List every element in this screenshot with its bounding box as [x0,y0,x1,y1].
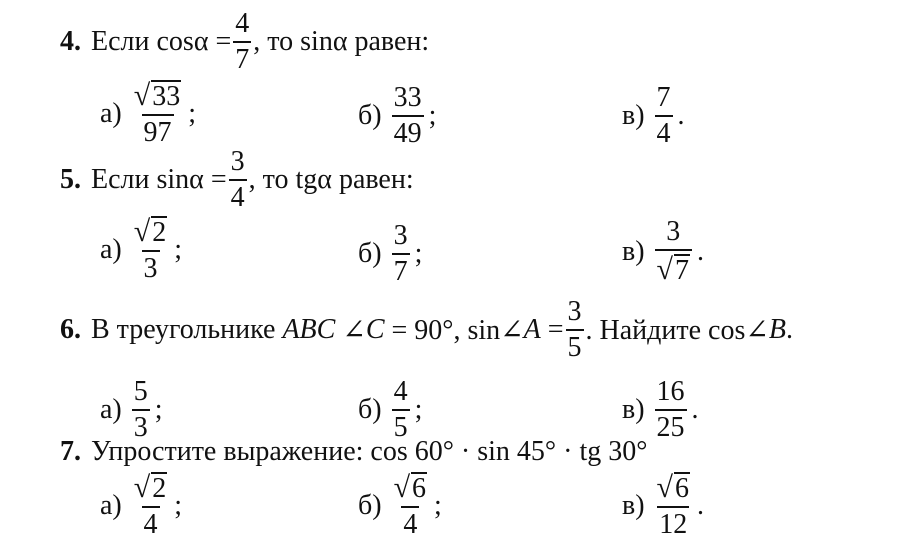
numerator: 33 [393,82,422,113]
question-number: 6. [60,314,81,345]
answer-option-b[interactable] [358,84,436,148]
triangle-name: ABC [282,314,336,345]
numerator: 16 [656,376,685,407]
option-label: в) [622,235,645,267]
answer-option-c[interactable] [622,84,685,148]
numerator: 3 [230,146,245,177]
option-label: в) [622,489,645,521]
option-fraction [655,84,673,148]
stem-text: = [547,314,564,345]
answer-option-b[interactable] [358,222,422,286]
option-fraction [655,472,692,539]
numerator: 4 [393,376,408,407]
option-fraction [132,216,169,283]
denominator: 3 [132,409,150,442]
option-label: б) [358,394,382,425]
option-label: б) [358,489,382,521]
punctuation: ; [154,394,163,425]
numerator: 7 [656,82,671,113]
numerator: 5 [133,376,148,407]
option-fraction [392,472,429,539]
sqrt-icon: √ [656,471,674,504]
answer-option-a[interactable] [100,472,182,539]
answer-option-b[interactable] [358,378,422,442]
option-label: б) [358,238,382,269]
numerator [655,472,692,506]
punctuation: ; [434,489,442,521]
question-number: 5. [60,164,81,195]
stem-text: Упростите выражение: cos 60° · sin 45° · tg 30° [91,436,648,467]
sqrt-icon: √ [656,253,674,286]
sqrt-icon: √ [133,215,151,248]
question-6-stem [60,298,793,362]
stem-fraction [229,148,247,212]
denominator: 97 [142,114,174,147]
option-fraction [392,84,424,148]
question-4-stem [60,10,429,74]
punctuation: ; [174,233,183,265]
stem-text: В треугольнике [91,314,276,345]
option-label: а) [100,394,122,425]
denominator: 4 [142,506,160,539]
numerator: 4 [235,8,250,39]
punctuation: . [697,489,705,521]
denominator: 4 [655,115,673,148]
stem-text: Если sinα = [91,164,227,195]
answer-option-a[interactable] [100,378,163,442]
question-5-stem [60,148,414,212]
option-fraction [392,378,410,442]
option-fraction [655,378,687,442]
denominator: 4 [401,506,419,539]
denominator: 3 [142,250,160,283]
radicand: 6 [675,473,690,504]
numerator [132,80,183,114]
numerator [392,472,429,506]
option-label: б) [358,100,382,131]
angle-sign: ∠ [342,315,366,346]
question-number: 7. [60,436,81,467]
punctuation: . [697,235,705,267]
stem-text: Если cosα = [91,26,232,57]
stem-text: , то tgα равен: [248,164,414,195]
answer-option-c[interactable] [622,472,704,539]
punctuation: ; [428,100,437,131]
sqrt-icon: √ [133,471,151,504]
option-label: а) [100,233,122,265]
option-label: в) [622,394,645,425]
stem-fraction [233,10,251,74]
denominator [655,249,692,285]
question-7-stem [60,436,647,468]
denominator: 49 [392,115,424,148]
numerator [132,472,169,506]
punctuation: ; [414,394,423,425]
stem-fraction [566,298,584,362]
denominator: 5 [566,329,584,362]
numerator [132,216,169,250]
radicand: 7 [675,255,690,286]
radicand: 6 [412,473,427,504]
radicand: 33 [152,81,181,112]
option-fraction [655,218,692,285]
stem-text: , то sinα равен: [253,26,430,57]
question-number: 4. [60,26,81,57]
numerator: 3 [393,220,408,251]
answer-option-a[interactable] [100,216,182,283]
answer-option-a[interactable] [100,80,196,147]
punctuation: . [691,394,699,425]
option-fraction [132,378,150,442]
answer-option-b[interactable] [358,472,442,539]
option-label: а) [100,489,122,521]
vertex-b: B [768,314,786,345]
denominator: 4 [229,179,247,212]
sqrt-icon: √ [133,79,151,112]
option-label: а) [100,97,122,129]
numerator: 3 [666,216,681,247]
denominator: 7 [233,41,251,74]
option-fraction [132,472,169,539]
sqrt-icon: √ [393,471,411,504]
vertex-a: A [523,314,541,345]
answer-option-c[interactable] [622,378,699,442]
denominator: 25 [655,409,687,442]
vertex-c: C [365,314,385,345]
punctuation: ; [174,489,183,521]
option-label: в) [622,100,645,131]
denominator: 7 [392,253,410,286]
numerator: 3 [567,296,582,327]
answer-option-c[interactable] [622,218,704,285]
radicand: 2 [152,473,167,504]
denominator: 12 [657,506,689,539]
stem-text: = 90°, sin∠ [391,315,524,346]
stem-text: . [785,314,793,345]
option-fraction [132,80,183,147]
option-fraction [392,222,410,286]
denominator: 5 [392,409,410,442]
punctuation: ; [188,97,197,129]
radicand: 2 [152,217,167,248]
punctuation: . [677,100,685,131]
punctuation: ; [414,238,423,269]
stem-text: . Найдите cos∠ [585,315,769,346]
